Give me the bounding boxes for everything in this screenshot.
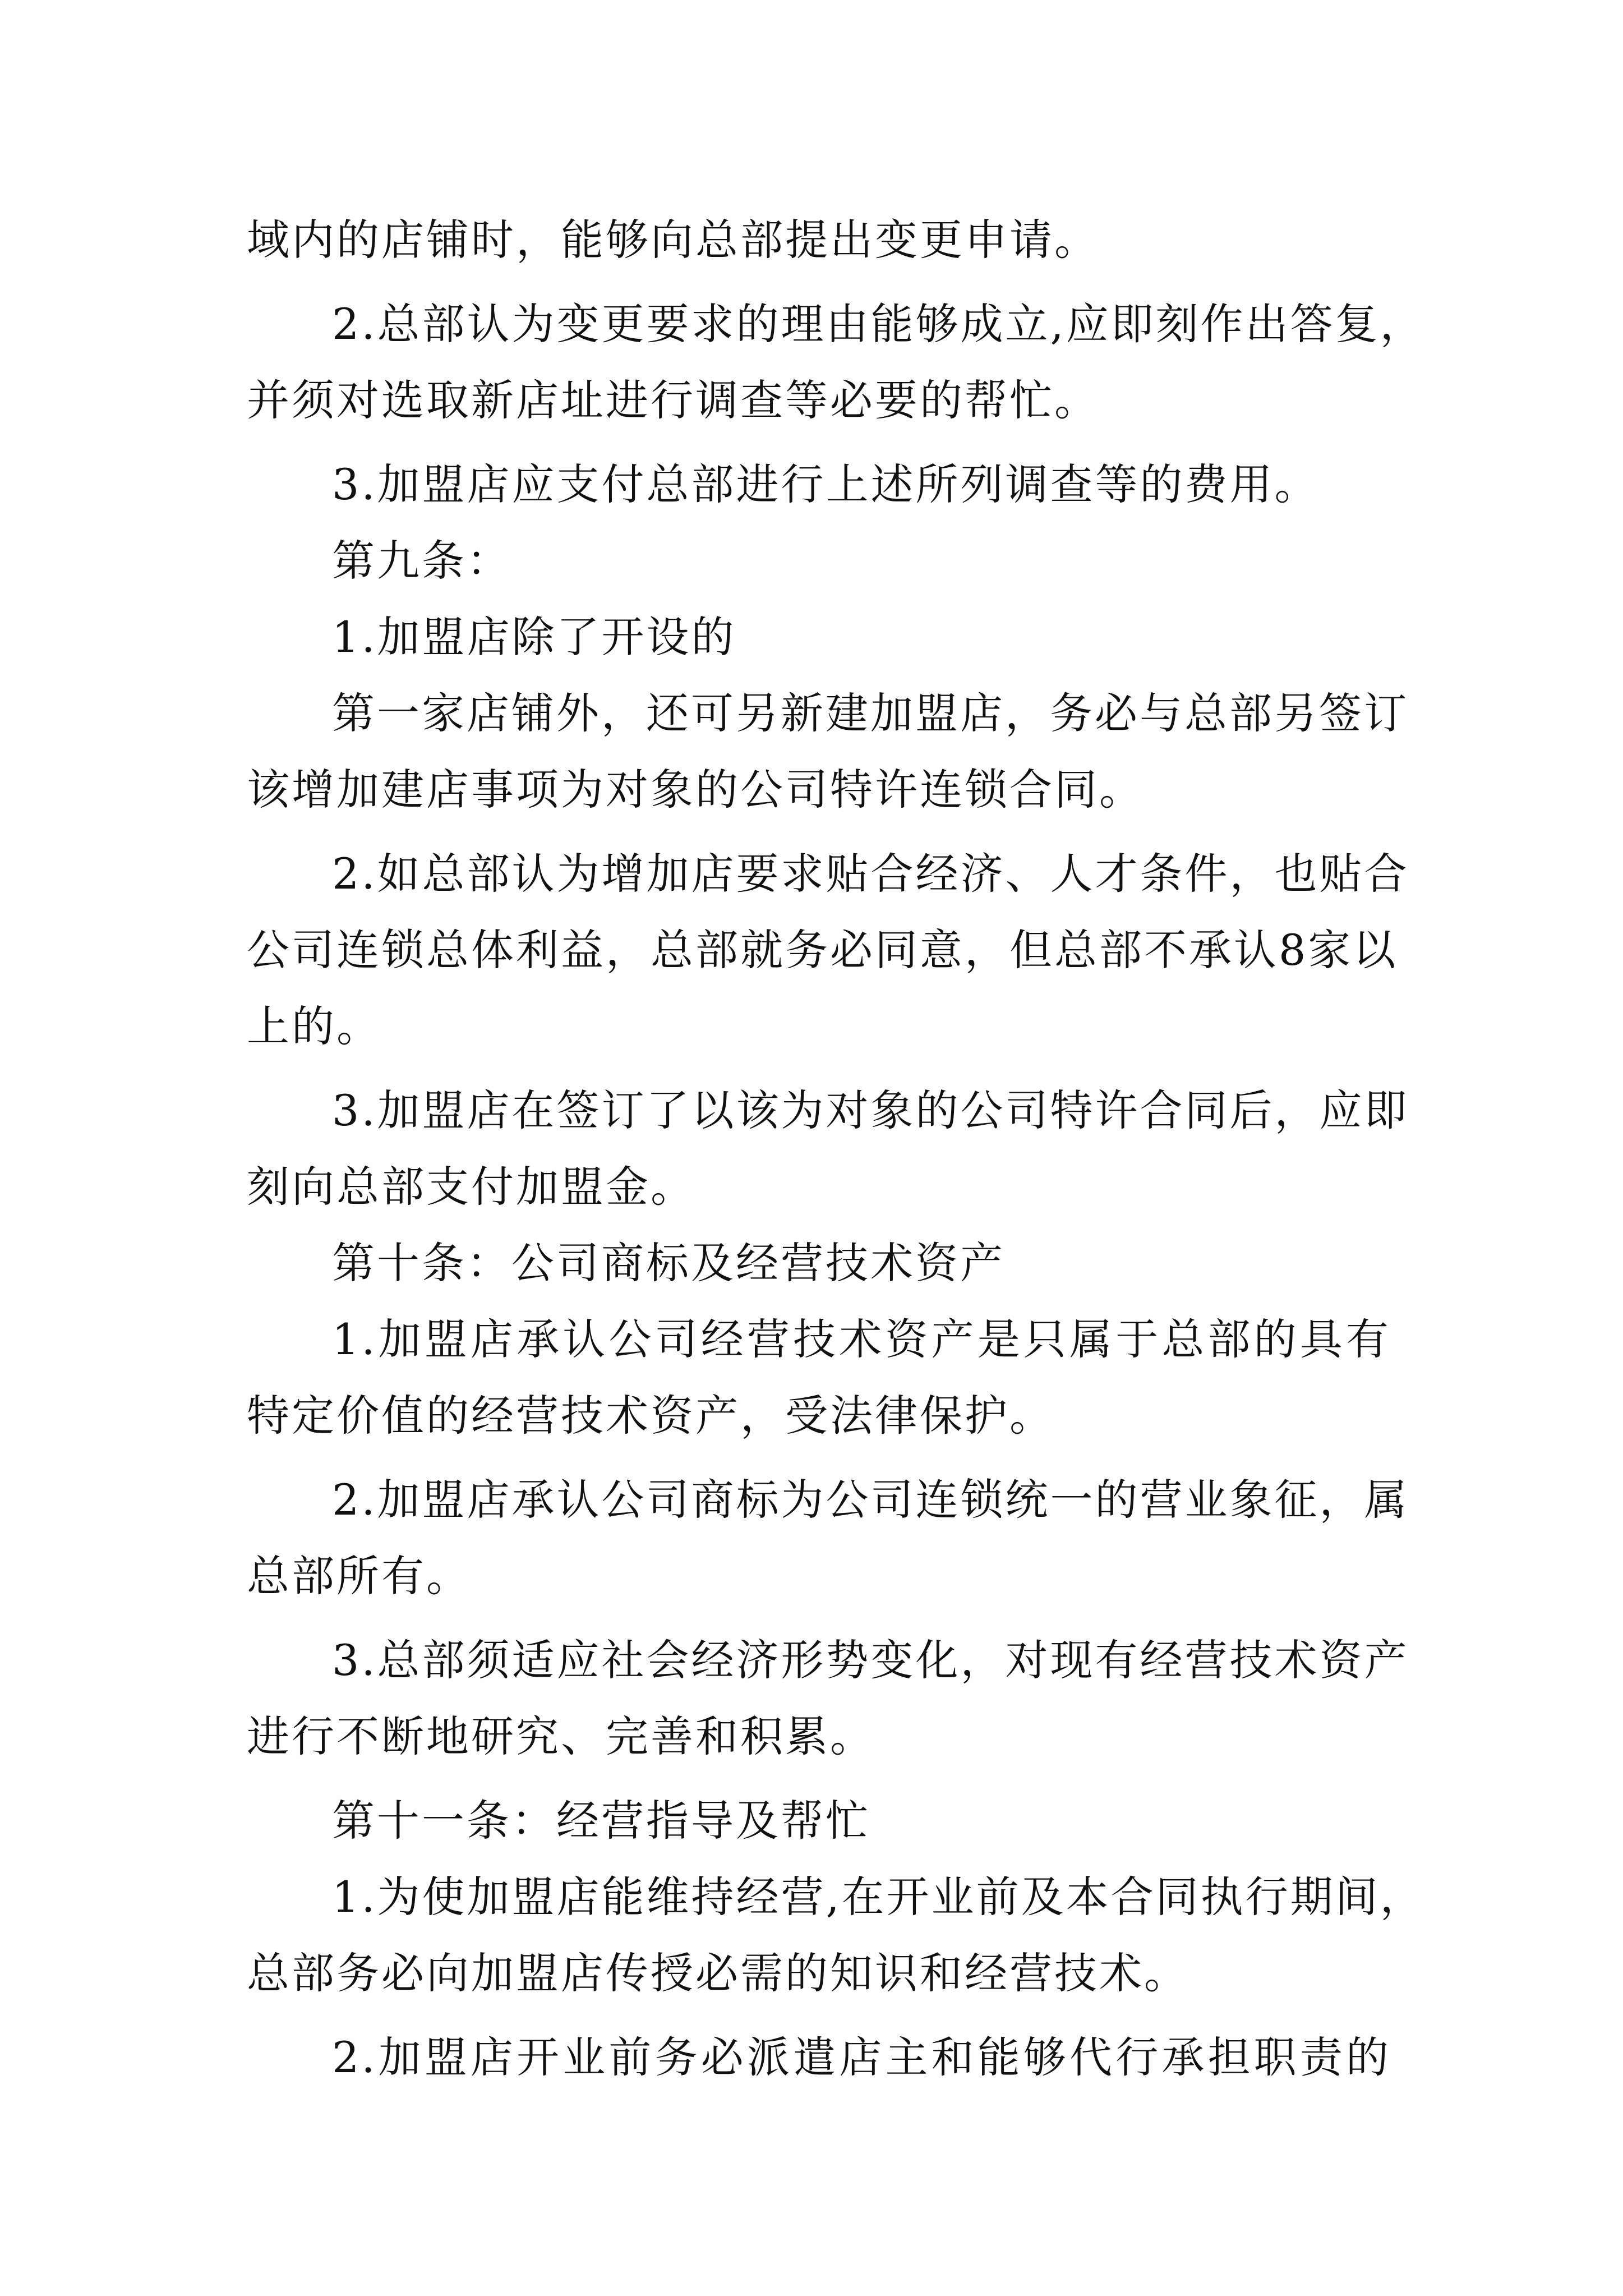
text-line-7: 第一家店铺外，还可另新建加盟店，务必与总部另签订 xyxy=(332,688,1409,738)
text-line-18: 总部所有。 xyxy=(247,1551,471,1601)
article-10-heading: 第十条：公司商标及经营技术资产 xyxy=(332,1238,1005,1288)
text-line-8: 该增加建店事项为对象的公司特许连锁合同。 xyxy=(247,765,1144,815)
article-9-heading: 第九条： xyxy=(332,536,511,586)
article-11-heading: 第十一条：经营指导及帮忙 xyxy=(332,1796,870,1846)
text-line-2: 2.总部认为变更要求的理由能够成立,应即刻作出答复， xyxy=(332,299,1425,349)
text-line-23: 总部务必向加盟店传授必需的知识和经营技术。 xyxy=(247,1948,1189,1998)
text-line-3: 并须对选取新店址进行调查等必要的帮忙。 xyxy=(247,375,1099,425)
text-line-20: 进行不断地研究、完善和积累。 xyxy=(247,1711,875,1761)
text-line-12: 3.加盟店在签订了以该为对象的公司特许合同后，应即 xyxy=(332,1085,1409,1135)
text-line-1: 域内的店铺时，能够向总部提出变更申请。 xyxy=(247,215,1099,265)
text-line-15: 1.加盟店承认公司经营技术资产是只属于总部的具有 xyxy=(332,1314,1391,1364)
text-line-6: 1.加盟店除了开设的 xyxy=(332,612,736,662)
text-line-16: 特定价值的经营技术资产，受法律保护。 xyxy=(247,1391,1054,1441)
text-line-4: 3.加盟店应支付总部进行上述所列调查等的费用。 xyxy=(332,459,1320,509)
text-line-10: 公司连锁总体利益，总部就务必同意，但总部不承认8家以 xyxy=(247,925,1398,975)
text-line-24: 2.加盟店开业前务必派遣店主和能够代行承担职责的 xyxy=(332,2032,1391,2082)
text-line-11: 上的。 xyxy=(247,1001,381,1051)
text-line-17: 2.加盟店承认公司商标为公司连锁统一的营业象征，属 xyxy=(332,1475,1409,1525)
text-line-19: 3.总部须适应社会经济形势变化，对现有经营技术资产 xyxy=(332,1635,1409,1685)
text-line-13: 刻向总部支付加盟金。 xyxy=(247,1162,695,1212)
text-line-22: 1.为使加盟店能维持经营,在开业前及本合同执行期间， xyxy=(332,1872,1425,1922)
text-line-9: 2.如总部认为增加店要求贴合经济、人才条件，也贴合 xyxy=(332,849,1409,899)
contract-body-text xyxy=(247,202,1425,2096)
